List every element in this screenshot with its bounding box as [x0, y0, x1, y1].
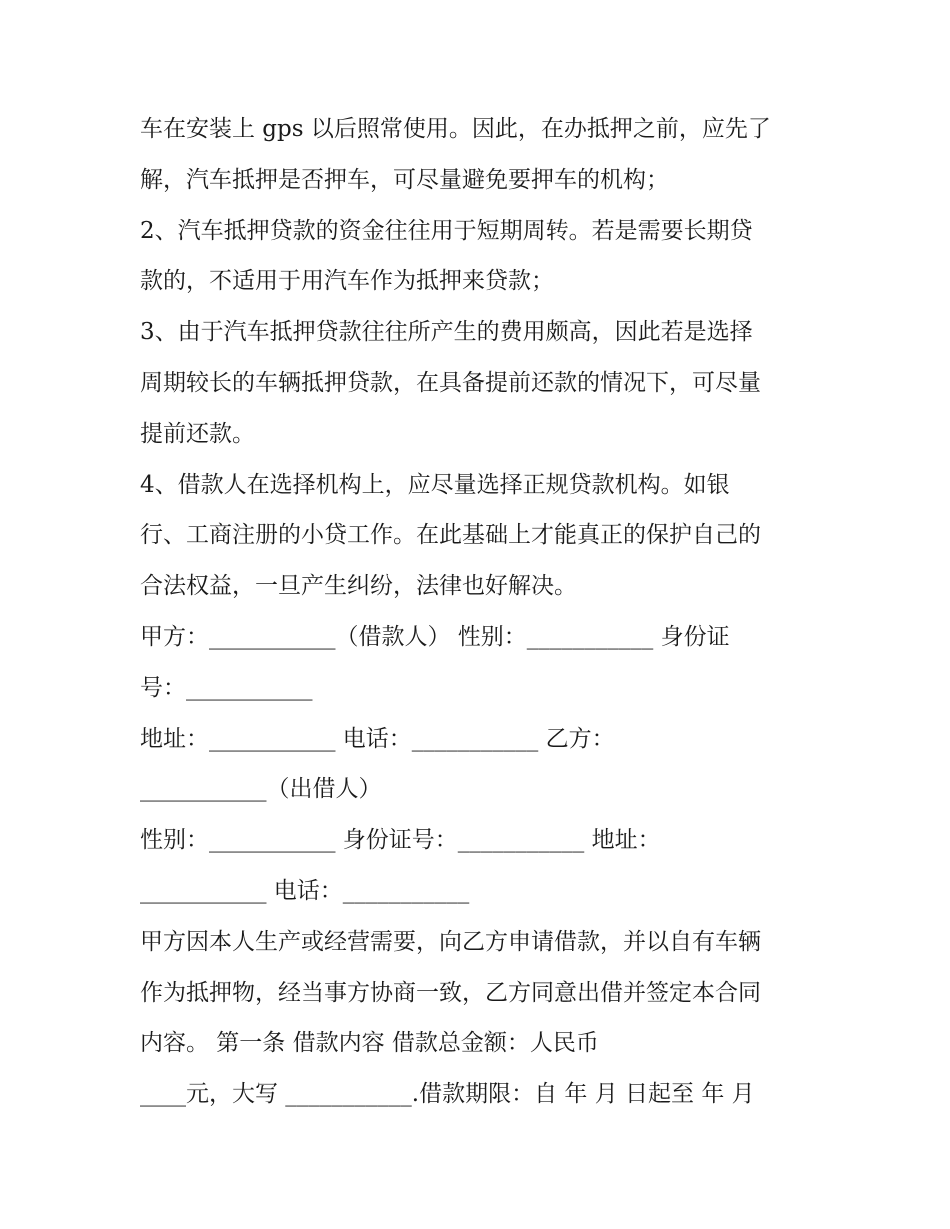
text-line: 甲方因本人生产或经营需要，向乙方申请借款，并以自有车辆	[140, 928, 761, 955]
text-line: 款的，不适用于用汽车作为抵押来贷款；	[140, 268, 554, 295]
document-body	[140, 104, 820, 1120]
text-line: 车在安装上 gps 以后照常使用。因此，在办抵押之前，应先了	[140, 116, 771, 142]
text-line: 性别：___________ 身份证号：___________ 地址：	[140, 827, 661, 854]
text-line: ___________ 电话：___________	[140, 877, 470, 904]
text-line: 3、由于汽车抵押贷款往往所产生的费用颇高，因此若是选择	[140, 319, 753, 346]
text-line: 地址：___________ 电话：___________ 乙方：	[140, 725, 615, 752]
text-line: 行、工商注册的小贷工作。在此基础上才能真正的保护自己的	[140, 522, 761, 549]
text-line: 解，汽车抵押是否押车，可尽量避免要押车的机构；	[140, 166, 669, 193]
text-line: 4、借款人在选择机构上，应尽量选择正规贷款机构。如银	[140, 471, 730, 498]
text-line: 作为抵押物，经当事方协商一致，乙方同意出借并签定本合同	[140, 979, 761, 1006]
text-line: 内容。 第一条 借款内容 借款总金额：人民币	[140, 1030, 599, 1057]
text-line: 号：___________	[140, 674, 313, 701]
text-line: 合法权益，一旦产生纠纷，法律也好解决。	[140, 573, 577, 600]
text-line: 提前还款。	[140, 420, 255, 447]
text-line: ____元，大写 ___________.借款期限：自 年 月 日起至 年 月	[140, 1081, 755, 1108]
text-line: 2、汽车抵押贷款的资金往往用于短期周转。若是需要长期贷	[140, 217, 753, 244]
text-line: 周期较长的车辆抵押贷款，在具备提前还款的情况下，可尽量	[140, 369, 761, 396]
text-line: ___________（出借人）	[140, 776, 382, 803]
text-line: 甲方：___________（借款人） 性别：___________ 身份证	[140, 623, 730, 650]
